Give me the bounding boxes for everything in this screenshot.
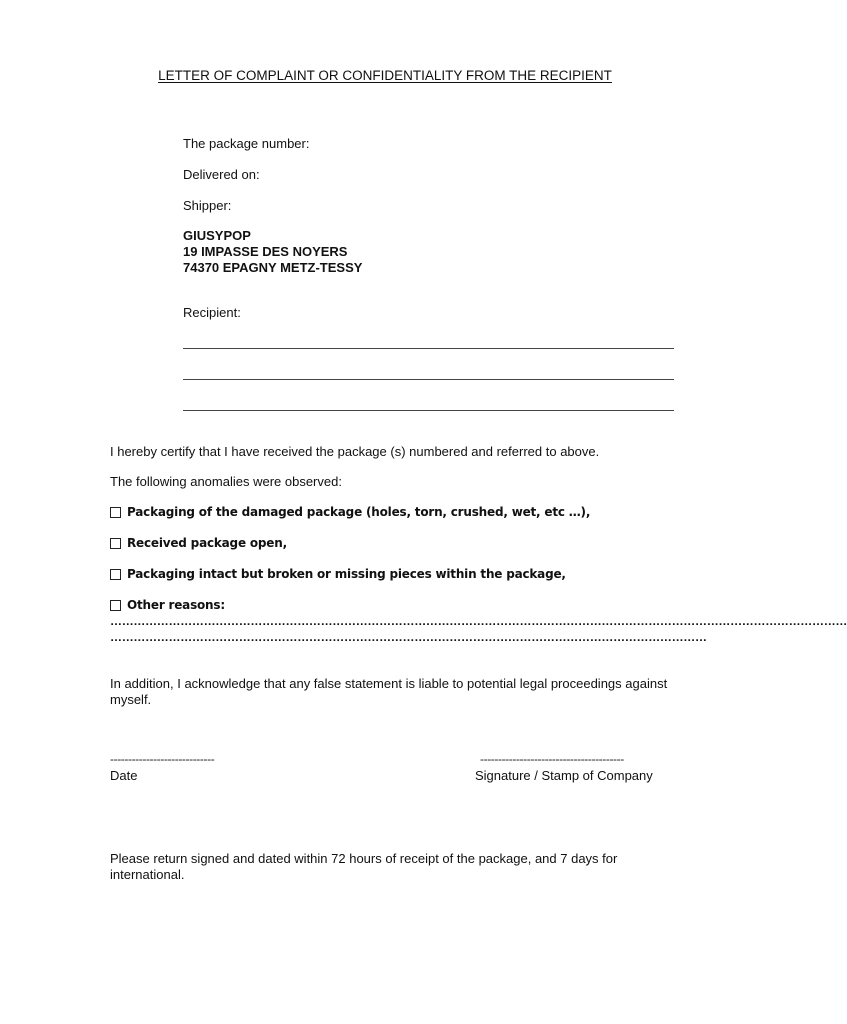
recipient-label: Recipient: [183,305,241,320]
shipper-city: 74370 EPAGNY METZ-TESSY [183,260,363,275]
anomaly-missing-pieces[interactable] [110,567,566,581]
checkbox-icon[interactable] [110,569,121,580]
checkbox-icon[interactable] [110,538,121,549]
checkbox-icon[interactable] [110,507,121,518]
shipper-address [183,228,362,276]
anomalies-intro: The following anomalies were observed: [110,474,342,489]
date-signature-line[interactable]: ----------------------------- [110,752,215,766]
anomaly-label: Received package open, [127,536,287,550]
anomaly-damaged-package[interactable] [110,505,590,519]
shipper-street: 19 IMPASSE DES NOYERS [183,244,348,259]
recipient-line-1[interactable] [183,348,674,349]
delivered-on-label: Delivered on: [183,167,260,182]
anomaly-other-reasons[interactable] [110,598,225,612]
certify-statement: I hereby certify that I have received the package (s) numbered and referred to above. [110,444,600,459]
anomaly-package-open[interactable] [110,536,287,550]
date-label: Date [110,768,138,783]
recipient-line-3[interactable] [183,410,674,411]
anomaly-label: Packaging intact but broken or missing pieces within the package, [127,567,566,581]
return-instructions: Please return signed and dated within 72 hours of receipt of the package, and 7 days for international. [110,851,618,882]
other-reasons-line-1[interactable]: ……………………………………………………………………………………………………………………………………………………………………… [110,614,847,628]
acknowledgement-statement: In addition, I acknowledge that any false statement is liable to potential legal proceedings against myself. [110,676,668,707]
company-signature-line[interactable]: ---------------------------------------- [480,752,624,766]
document-title: LETTER OF COMPLAINT OR CONFIDENTIALITY FROM THE RECIPIENT [158,68,612,83]
shipper-label: Shipper: [183,198,232,213]
shipper-name: GIUSYPOP [183,228,251,243]
anomaly-label: Other reasons: [127,598,225,612]
signature-stamp-label: Signature / Stamp of Company [475,768,653,783]
package-number-label: The package number: [183,136,310,151]
other-reasons-line-2[interactable]: ……………………………………………………………………………………………………………………………………… [110,630,707,644]
anomaly-label: Packaging of the damaged package (holes, torn, crushed, wet, etc …), [127,505,591,519]
recipient-line-2[interactable] [183,379,674,380]
checkbox-icon[interactable] [110,600,121,611]
